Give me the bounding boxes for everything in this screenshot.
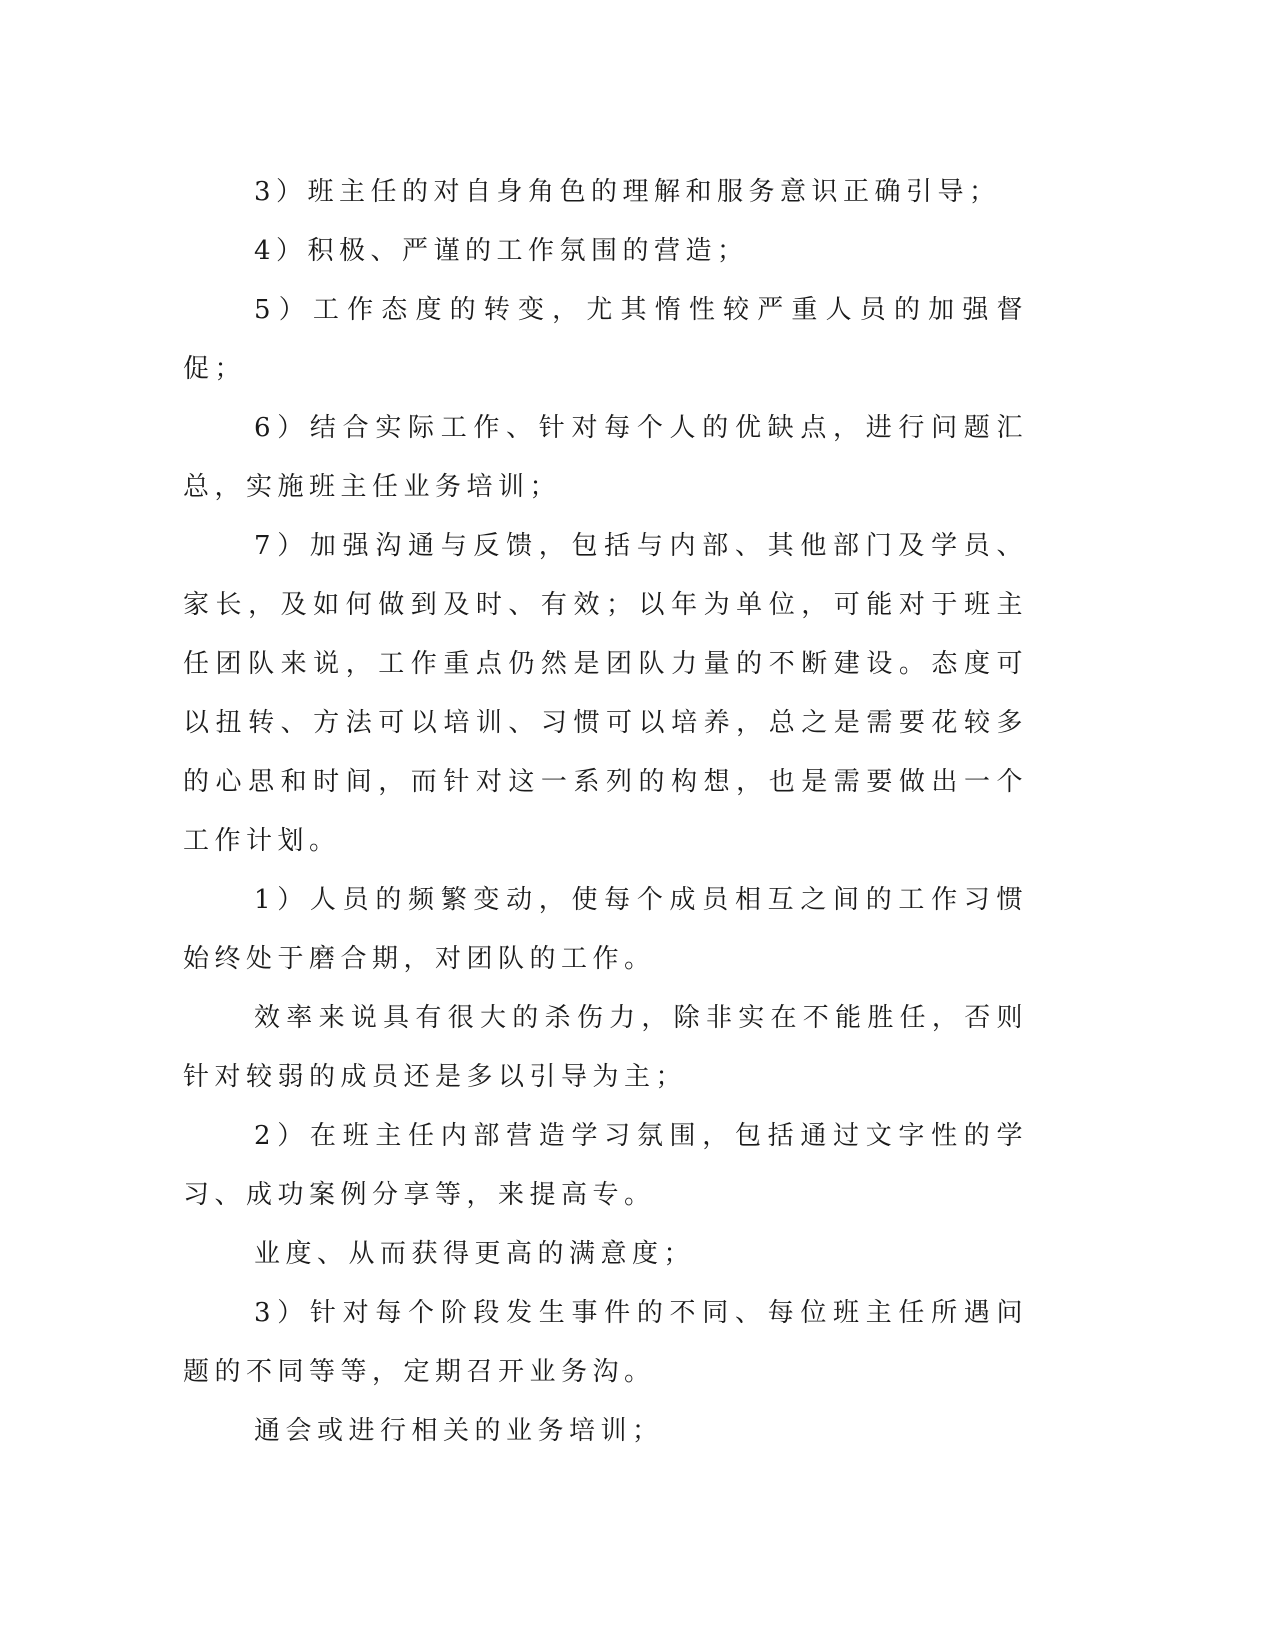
paragraph-item-5-attitude-change: 5）工作态度的转变，尤其惰性较严重人员的加强督促；	[183, 295, 1028, 384]
paragraph-professionalism-satisfaction: 业度、从而获得更高的满意度；	[254, 1239, 696, 1269]
paragraph-item-7-communication-feedback: 7）加强沟通与反馈，包括与内部、其他部门及学员、家长，及如何做到及时、有效；以年为单位，可能对于班主任团队来说，工作重点仍然是团队力量的不断建设。态度可以扭转、方法可以培训、习惯可以培养，总之是需要花较多的心思和时间，而针对这一系列的构想，也是需要做出一个工作计划。	[183, 531, 1028, 856]
paragraph-item-3-regular-meetings: 3）针对每个阶段发生事件的不同、每位班主任所遇问题的不同等等，定期召开业务沟。	[183, 1298, 1028, 1387]
paragraph-meeting-or-training: 通会或进行相关的业务培训；	[254, 1416, 664, 1446]
paragraph-efficiency-impact: 效率来说具有很大的杀伤力，除非实在不能胜任，否则针对较弱的成员还是多以引导为主；	[183, 1003, 1028, 1092]
paragraph-item-6-business-training: 6）结合实际工作、针对每个人的优缺点，进行问题汇总，实施班主任业务培训；	[183, 413, 1028, 502]
paragraph-item-4-work-atmosphere: 4）积极、严谨的工作氛围的营造；	[254, 236, 749, 266]
paragraph-item-2-learning-atmosphere: 2）在班主任内部营造学习氛围，包括通过文字性的学习、成功案例分享等，来提高专。	[183, 1121, 1028, 1210]
paragraph-item-3-role-understanding: 3）班主任的对自身角色的理解和服务意识正确引导；	[254, 177, 1001, 207]
paragraph-item-1-staff-turnover: 1）人员的频繁变动，使每个成员相互之间的工作习惯始终处于磨合期，对团队的工作。	[183, 885, 1028, 974]
document-body	[183, 163, 1028, 1461]
